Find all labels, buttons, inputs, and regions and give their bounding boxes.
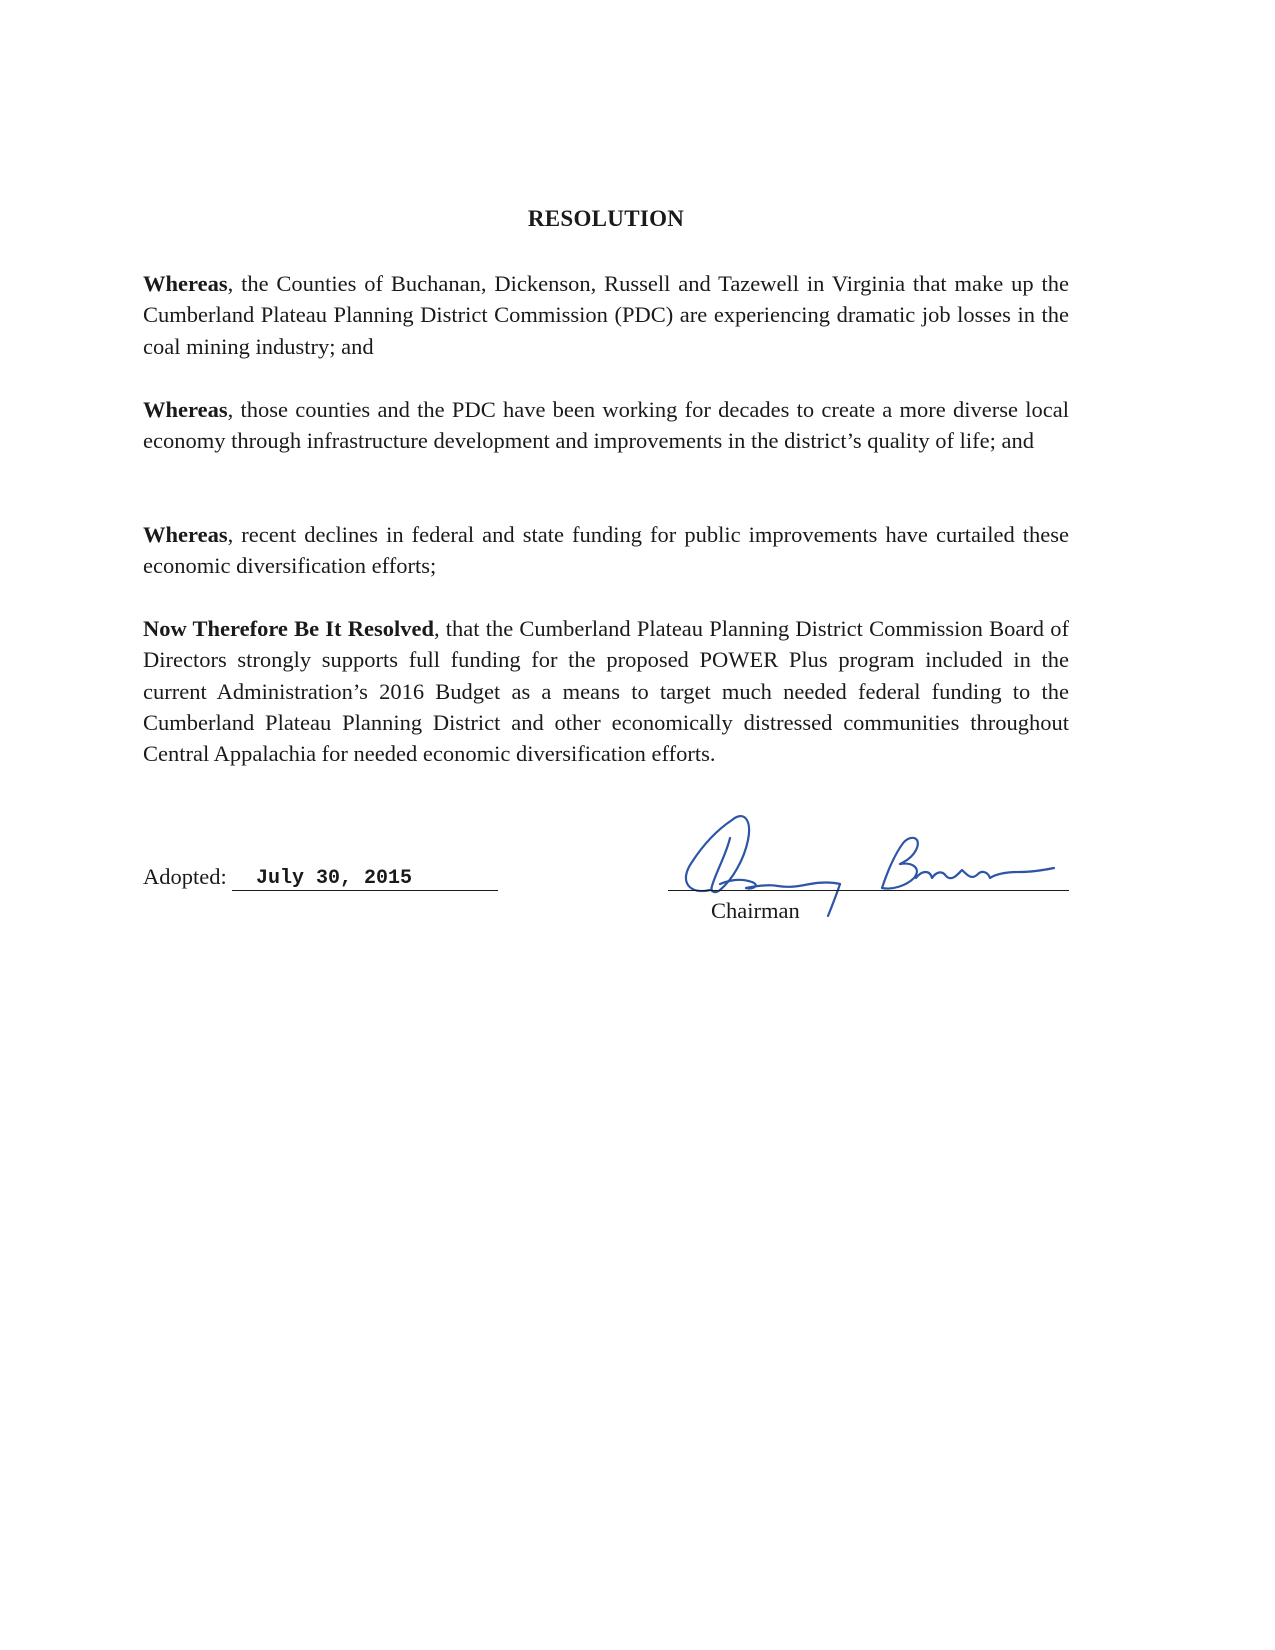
resolved-paragraph bbox=[143, 613, 1069, 769]
signature-stroke bbox=[916, 868, 1054, 878]
signature-title: Chairman bbox=[711, 898, 800, 923]
paragraph-lead: Whereas bbox=[143, 397, 228, 422]
whereas-paragraph-1 bbox=[143, 268, 1069, 362]
paragraph-lead: Whereas bbox=[143, 522, 228, 547]
whereas-paragraph-2 bbox=[143, 394, 1069, 457]
paragraph-text: , the Counties of Buchanan, Dickenson, Russell and Tazewell in Virginia that make up the Cumberland Plateau Planning District Commission (PDC) are experiencing dramatic job losses in the coal mining industry; and bbox=[143, 271, 1069, 359]
whereas-paragraph-3 bbox=[143, 519, 1069, 582]
adopted-date-line bbox=[232, 890, 498, 891]
signature-stroke bbox=[720, 880, 840, 889]
paragraph-text: , those counties and the PDC have been working for decades to create a more diverse local economy through infrastructure development and improvements in the district’s quality of life; and bbox=[143, 397, 1069, 454]
paragraph-lead: Whereas bbox=[143, 271, 228, 296]
paragraph-text: , that the Cumberland Plateau Planning District Commission Board of Directors strongly supports full funding for the proposed POWER Plus program included in the current Administration’s 2016 Budget as a means to target much needed federal funding to the Cumberland Plateau Planning District and other economically distressed communities throughout Central Appalachia for needed economic diversification efforts. bbox=[143, 616, 1069, 767]
paragraph-lead: Now Therefore Be It Resolved bbox=[143, 616, 434, 641]
adopted-label: Adopted: bbox=[143, 864, 227, 889]
signature-line bbox=[668, 890, 1069, 891]
signature-stroke bbox=[828, 884, 840, 916]
adopted-date: July 30, 2015 bbox=[256, 867, 413, 890]
signature-stroke bbox=[882, 838, 918, 889]
paragraph-text: , recent declines in federal and state funding for public improvements have curtailed these economic diversification efforts; bbox=[143, 522, 1069, 579]
document-title: RESOLUTION bbox=[527, 206, 685, 231]
